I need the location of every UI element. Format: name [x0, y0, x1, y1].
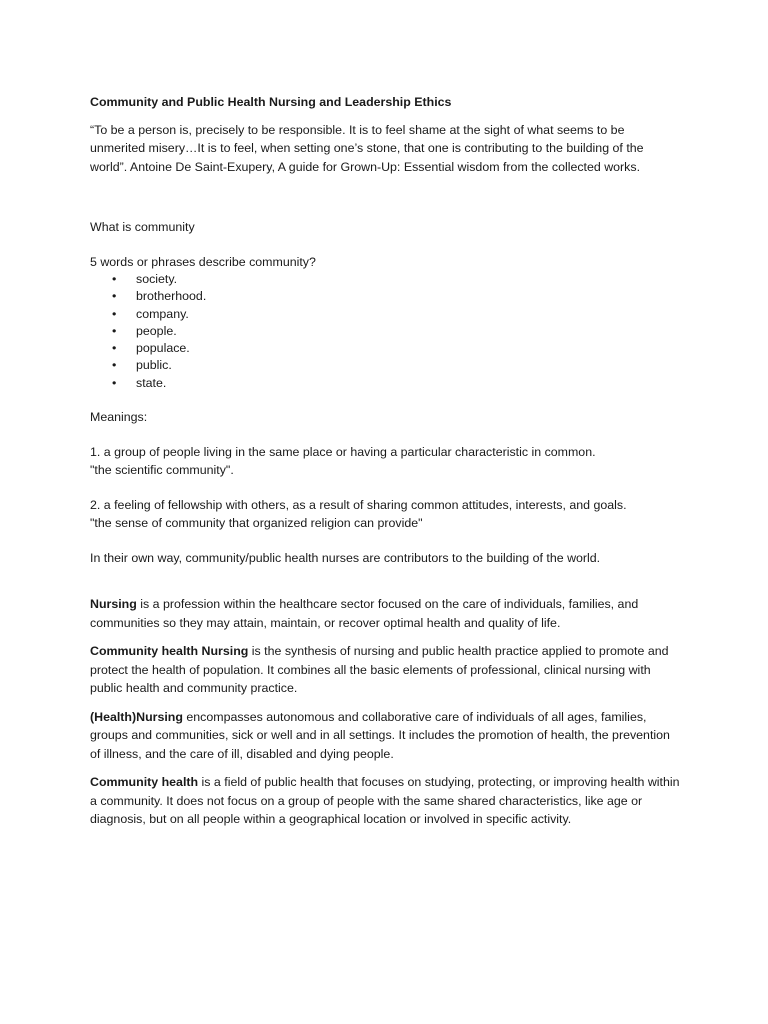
meaning-definition: 1. a group of people living in the same place or having a particular characteristic in common. [90, 444, 596, 459]
definition-term: Community health Nursing [90, 644, 249, 659]
list-item-text: society. [136, 272, 178, 286]
list-item-text: populace. [136, 341, 190, 356]
words-prompt: 5 words or phrases describe community? [90, 254, 316, 269]
list-item-text: public. [136, 358, 172, 373]
bullet-icon: • [112, 323, 117, 338]
closing-statement: In their own way, community/public health nurses are contributors to the building of the world. [90, 550, 601, 565]
definition-paragraph [90, 708, 682, 764]
definition-paragraph [90, 642, 682, 698]
meaning-example: "the sense of community that organized religion can provide" [90, 516, 423, 531]
meanings-heading: Meanings: [90, 410, 148, 425]
list-item [90, 271, 682, 288]
definition-text: is the synthesis of nursing and public health practice applied to promote and protect the health of population. It combines all the basic elements of professional, clinical nursing with public health and community practice. [90, 644, 669, 696]
definition-term: (Health)Nursing [90, 709, 183, 724]
document-page [90, 93, 682, 839]
meaning-block [90, 443, 682, 480]
bullet-icon: • [112, 289, 117, 304]
definition-paragraph [90, 773, 682, 829]
meaning-definition: 2. a feeling of fellowship with others, as a result of sharing common attitudes, interests, and goals. [90, 497, 627, 512]
document-title: Community and Public Health Nursing and Leadership Ethics [90, 95, 452, 109]
bullet-icon: • [112, 306, 117, 321]
definition-term: Community health [90, 775, 199, 790]
definition-term: Nursing [90, 597, 137, 612]
definition-paragraph [90, 595, 682, 632]
list-item [90, 357, 682, 374]
list-item-text: state. [136, 375, 167, 390]
list-item-text: people. [136, 323, 177, 338]
list-item [90, 288, 682, 305]
definition-text: is a profession within the healthcare sector focused on the care of individuals, families, and communities so they may attain, maintain, or recover optimal health and quality of life. [90, 597, 639, 630]
opening-quote: “To be a person is, precisely to be responsible. It is to feel shame at the sight of what seems to be unmerited misery…It is to feel, when setting one’s stone, that one is contributing to the building of the world”. Antoine De Saint-Exupery, A guide for Grown-Up: Essential wisdom from the collected works. [90, 122, 644, 174]
list-item-text: brotherhood. [136, 289, 207, 304]
bullet-icon: • [112, 272, 117, 286]
definition-text: encompasses autonomous and collaborative care of individuals of all ages, families, groups and communities, sick or well and in all settings. It includes the promotion of health, the prevention of illness, and the care of ill, disabled and dying people. [90, 709, 670, 761]
bullet-icon: • [112, 341, 117, 356]
list-item [90, 375, 682, 392]
bullet-icon: • [112, 358, 117, 373]
what-is-community-heading: What is community [90, 220, 195, 234]
list-item [90, 323, 682, 340]
words-list [90, 271, 682, 392]
list-item [90, 306, 682, 323]
bullet-icon: • [112, 375, 117, 390]
list-item [90, 340, 682, 357]
list-item-text: company. [136, 306, 189, 321]
meaning-block [90, 496, 682, 533]
meaning-example: "the scientific community". [90, 463, 234, 478]
definition-text: is a field of public health that focuses on studying, protecting, or improving health within a community. It does not focus on a group of people with the same shared characteristics, like age or diagnosis, but on all people within a geographical location or involved in specific activity. [90, 775, 680, 827]
